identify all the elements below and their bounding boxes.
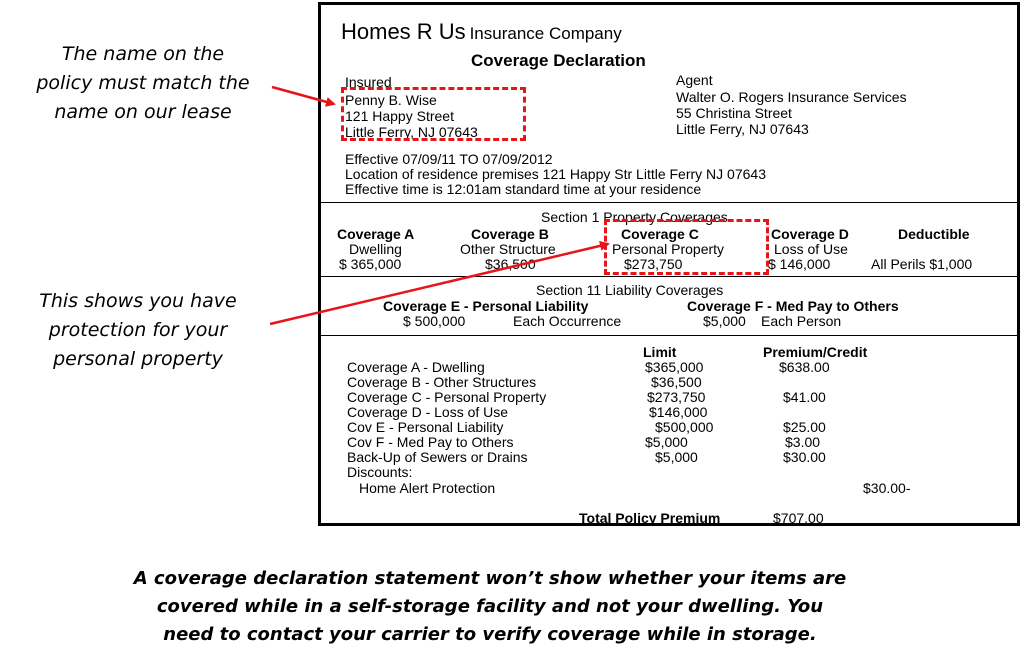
- discount-item: Home Alert Protection: [359, 480, 496, 496]
- row-label: Coverage C - Personal Property: [347, 389, 547, 405]
- row-limit: $5,000: [645, 434, 688, 450]
- note-line: policy must match the: [36, 72, 250, 94]
- coverage-e-amount: $ 500,000: [403, 313, 466, 329]
- coverage-c-sub: Personal Property: [612, 241, 725, 257]
- coverage-d-header: Coverage D: [771, 226, 849, 242]
- row-premium: $41.00: [783, 389, 826, 405]
- coverage-e-header: Coverage E - Personal Liability: [383, 298, 589, 314]
- agent-city: Little Ferry, NJ 07643: [676, 121, 809, 137]
- note-line: name on our lease: [54, 101, 232, 123]
- footer-line: covered while in a self-storage facility and not your dwelling. You: [156, 596, 824, 617]
- coverage-a-amount: $ 365,000: [339, 256, 402, 272]
- row-label: Coverage D - Loss of Use: [347, 404, 509, 420]
- insured-label: Insured: [345, 74, 392, 90]
- residence-location: Location of residence premises 121 Happy Str Little Ferry NJ 07643: [345, 166, 766, 182]
- row-limit: $5,000: [655, 449, 698, 465]
- coverage-d-amount: $ 146,000: [768, 256, 831, 272]
- agent-label: Agent: [676, 72, 713, 88]
- row-label: Coverage B - Other Structures: [347, 374, 537, 390]
- effective-time: Effective time is 12:01am standard time at your residence: [345, 181, 702, 197]
- row-premium: $638.00: [779, 359, 830, 375]
- row-label: Back-Up of Sewers or Drains: [347, 449, 528, 465]
- company-suffix: Insurance Company: [469, 24, 622, 43]
- note-line: protection for your: [48, 319, 228, 341]
- row-label: Cov F - Med Pay to Others: [347, 434, 514, 450]
- coverage-f-amount: $5,000: [703, 313, 746, 329]
- section1-title: Section 1 Property Coverages: [541, 209, 728, 225]
- insured-street: 121 Happy Street: [345, 108, 454, 124]
- row-label: Cov E - Personal Liability: [347, 419, 504, 435]
- coverage-b-header: Coverage B: [471, 226, 549, 242]
- company-name: Homes R Us: [341, 19, 466, 44]
- row-limit: $273,750: [647, 389, 706, 405]
- premium-header: Premium/Credit: [763, 344, 868, 360]
- footer-line: need to contact your carrier to verify coverage while in storage.: [163, 624, 817, 645]
- discount-amount: $30.00-: [863, 480, 911, 496]
- limit-header: Limit: [643, 344, 677, 360]
- coverage-a-sub: Dwelling: [349, 241, 402, 257]
- deductible-amount: All Perils $1,000: [871, 256, 973, 272]
- coverage-c-amount: $273,750: [624, 256, 683, 272]
- row-premium: $25.00: [783, 419, 826, 435]
- total-premium-label: Total Policy Premium: [579, 510, 721, 526]
- total-premium-amount: $707.00: [773, 510, 824, 526]
- coverage-b-sub: Other Structure: [460, 241, 556, 257]
- row-label: Coverage A - Dwelling: [347, 359, 485, 375]
- declaration-title: Coverage Declaration: [471, 51, 646, 70]
- row-limit: $36,500: [651, 374, 702, 390]
- coverage-b-amount: $36,500: [485, 256, 536, 272]
- coverage-d-sub: Loss of Use: [774, 241, 848, 257]
- coverage-f-header: Coverage F - Med Pay to Others: [687, 298, 899, 314]
- row-premium: $30.00: [783, 449, 826, 465]
- coverage-c-header: Coverage C: [621, 226, 699, 242]
- discounts-label: Discounts:: [347, 464, 413, 480]
- section2-title: Section 11 Liability Coverages: [536, 282, 724, 298]
- row-limit: $500,000: [655, 419, 714, 435]
- property-arrow: [270, 241, 608, 324]
- insured-city: Little Ferry, NJ 07643: [345, 124, 478, 140]
- name-arrow: [272, 87, 334, 104]
- effective-dates: Effective 07/09/11 TO 07/09/2012: [345, 151, 553, 167]
- row-limit: $365,000: [645, 359, 704, 375]
- footer-line: A coverage declaration statement won’t show whether your items are: [133, 568, 847, 589]
- agent-street: 55 Christina Street: [676, 105, 792, 121]
- note-line: This shows you have: [39, 290, 237, 312]
- insured-name: Penny B. Wise: [345, 92, 437, 108]
- agent-name: Walter O. Rogers Insurance Services: [676, 89, 907, 105]
- note-line: personal property: [53, 348, 223, 370]
- row-premium: $3.00: [785, 434, 821, 450]
- storage-coverage-note: [90, 565, 890, 649]
- coverage-a-header: Coverage A: [337, 226, 415, 242]
- deductible-header: Deductible: [898, 226, 970, 242]
- note-line: The name on the: [61, 43, 225, 65]
- row-limit: $146,000: [649, 404, 708, 420]
- coverage-e-basis: Each Occurrence: [513, 313, 622, 329]
- coverage-f-basis: Each Person: [761, 313, 842, 329]
